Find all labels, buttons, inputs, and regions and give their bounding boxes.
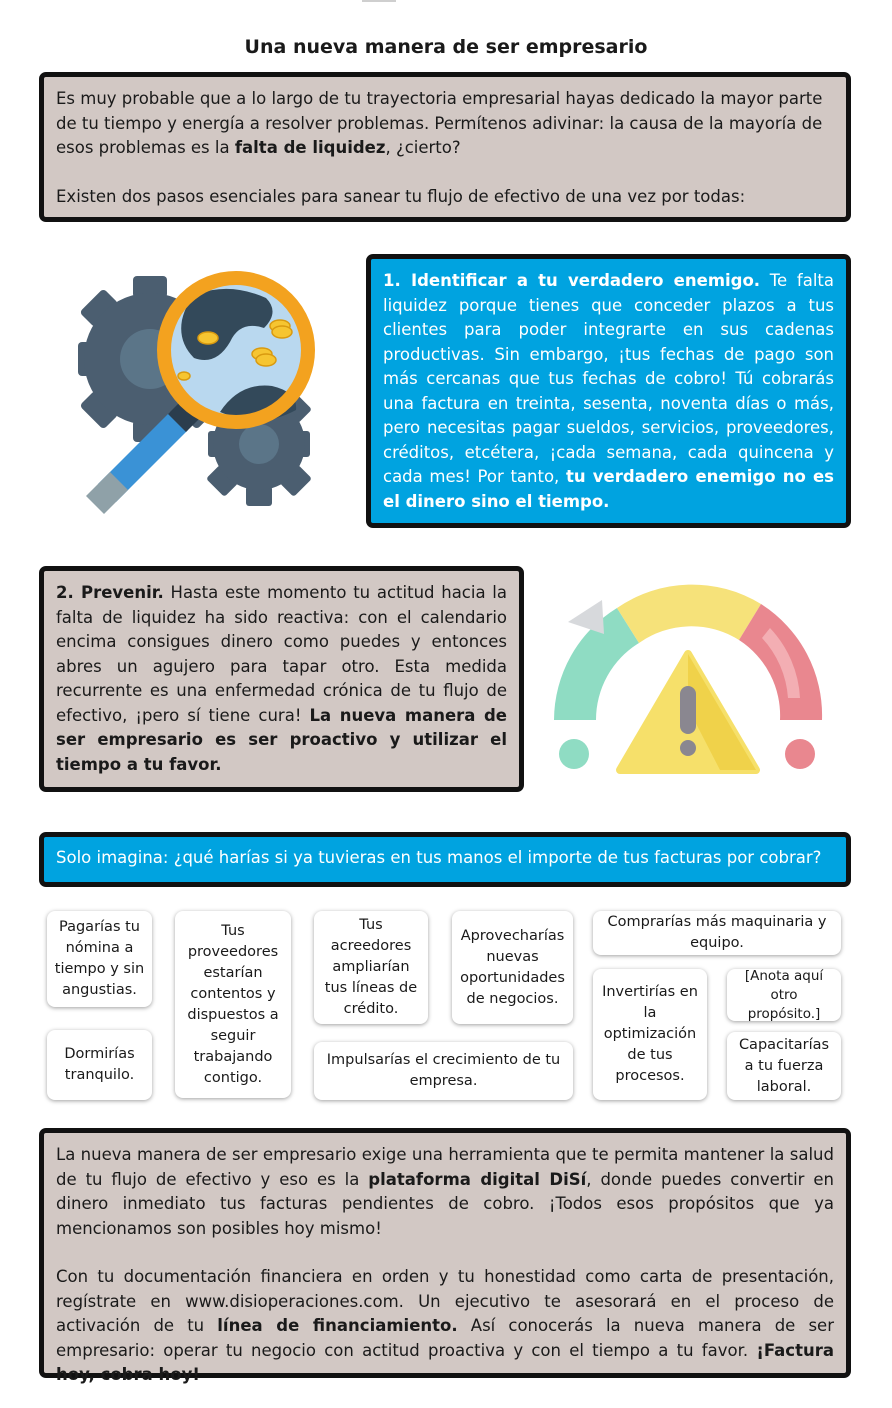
card-capacitarias: Capacitarías a tu fuerza laboral. [727, 1032, 841, 1100]
step2-paragraph: 2. Prevenir. Hasta este momento tu actitud hacia la falta de liquidez ha sido reactiva: con el calendario encima consigues dinero como puedes y entonces abres un agujero para tapar otro. Esta medida recurrente es una enfermedad crónica de tu flujo de efectivo, ¡pero sí tiene cura! La nueva manera de ser empresario es ser proactivo y utilizar el tiempo a tu favor. [56, 583, 507, 774]
gears-magnifier-coins-icon [70, 262, 340, 524]
card-oportunidades: Aprovecharías nuevas oportunidades de negocios. [452, 911, 573, 1024]
closing-box [39, 1128, 851, 1384]
intro-paragraph-2: Existen dos pasos esenciales para sanear tu flujo de efectivo de una vez por todas: [56, 186, 746, 206]
imagine-box [39, 832, 851, 887]
gauge-warning-icon [548, 582, 838, 778]
card-proveedores: Tus proveedores estarían contentos y dispuestos a seguir trabajando contigo. [175, 911, 291, 1098]
imagine-text: Solo imagina: ¿qué harías si ya tuvieras en tus manos el importe de tus facturas por cobrar? [56, 848, 822, 867]
card-acreedores: Tus acreedores ampliarían tus líneas de crédito. [314, 911, 428, 1024]
exclamation-dot [680, 740, 696, 756]
intro-paragraph-1: Es muy probable que a lo largo de tu trayectoria empresarial hayas dedicado la mayor parte de tu tiempo y energía a resolver problemas. Permítenos adivinar: la causa de la mayoría de esos problemas es la falta de liquidez, ¿cierto? [56, 89, 823, 157]
intro-box [39, 72, 851, 222]
step2-box [39, 566, 524, 792]
card-maquinaria: Comprarías más maquinaria y equipo. [593, 911, 841, 955]
top-mark [362, 0, 396, 2]
step1-paragraph: 1. Identificar a tu verdadero enemigo. Te falta liquidez porque tienes que conceder plazos a tus clientes para poder integrarte en sus cadenas productivas. Sin embargo, ¡tus fechas de pago son más cercanas que tus fechas de cobro! Tú cobrarás una factura en treinta, sesenta, noventa días o más, pero necesitas pagar sueldos, servicios, proveedores, créditos, etcétera, ¡cada semana, cada quincena y cada mes! Por tanto, tu verdadero enemigo no es el dinero sino el tiempo. [383, 271, 834, 511]
gauge-red-dot [785, 739, 815, 769]
small-gear-hub [239, 424, 279, 464]
gauge-green-dot [559, 739, 589, 769]
closing-paragraph-1: La nueva manera de ser empresario exige una herramienta que te permita mantener la salud de tu flujo de efectivo y eso es la plataforma digital DiSí, donde puedes convertir en dinero inmediato tus facturas pendientes de cobro. ¡Todos esos propósitos que ya mencionamos son posibles hoy mismo! [56, 1145, 835, 1238]
card-optimizacion: Invertirías en la optimización de tus procesos. [593, 969, 707, 1100]
page-title: Una nueva manera de ser empresario [244, 36, 648, 58]
card-dormirias: Dormirías tranquilo. [47, 1030, 152, 1100]
gauge-arrow-icon [568, 600, 604, 634]
gauge-yellow-segment [617, 585, 761, 643]
step1-box [366, 254, 851, 528]
card-otro-proposito: [Anota aquí otro propósito.] [727, 969, 841, 1021]
exclamation-bar [680, 686, 696, 734]
card-crecimiento: Impulsarías el crecimiento de tu empresa. [314, 1042, 573, 1100]
card-nomina: Pagarías tu nómina a tiempo y sin angustias. [47, 911, 152, 1007]
closing-paragraph-2: Con tu documentación financiera en orden y tu honestidad como carta de presentación, regístrate en www.disioperaciones.com. Un ejecutivo te asesorará en el proceso de activación de tu línea de financiamiento. Así conocerás la nueva manera de ser empresario: operar tu negocio con actitud proactiva y con el tiempo a tu favor. ¡Factura hoy, cobra hoy! [56, 1267, 834, 1384]
